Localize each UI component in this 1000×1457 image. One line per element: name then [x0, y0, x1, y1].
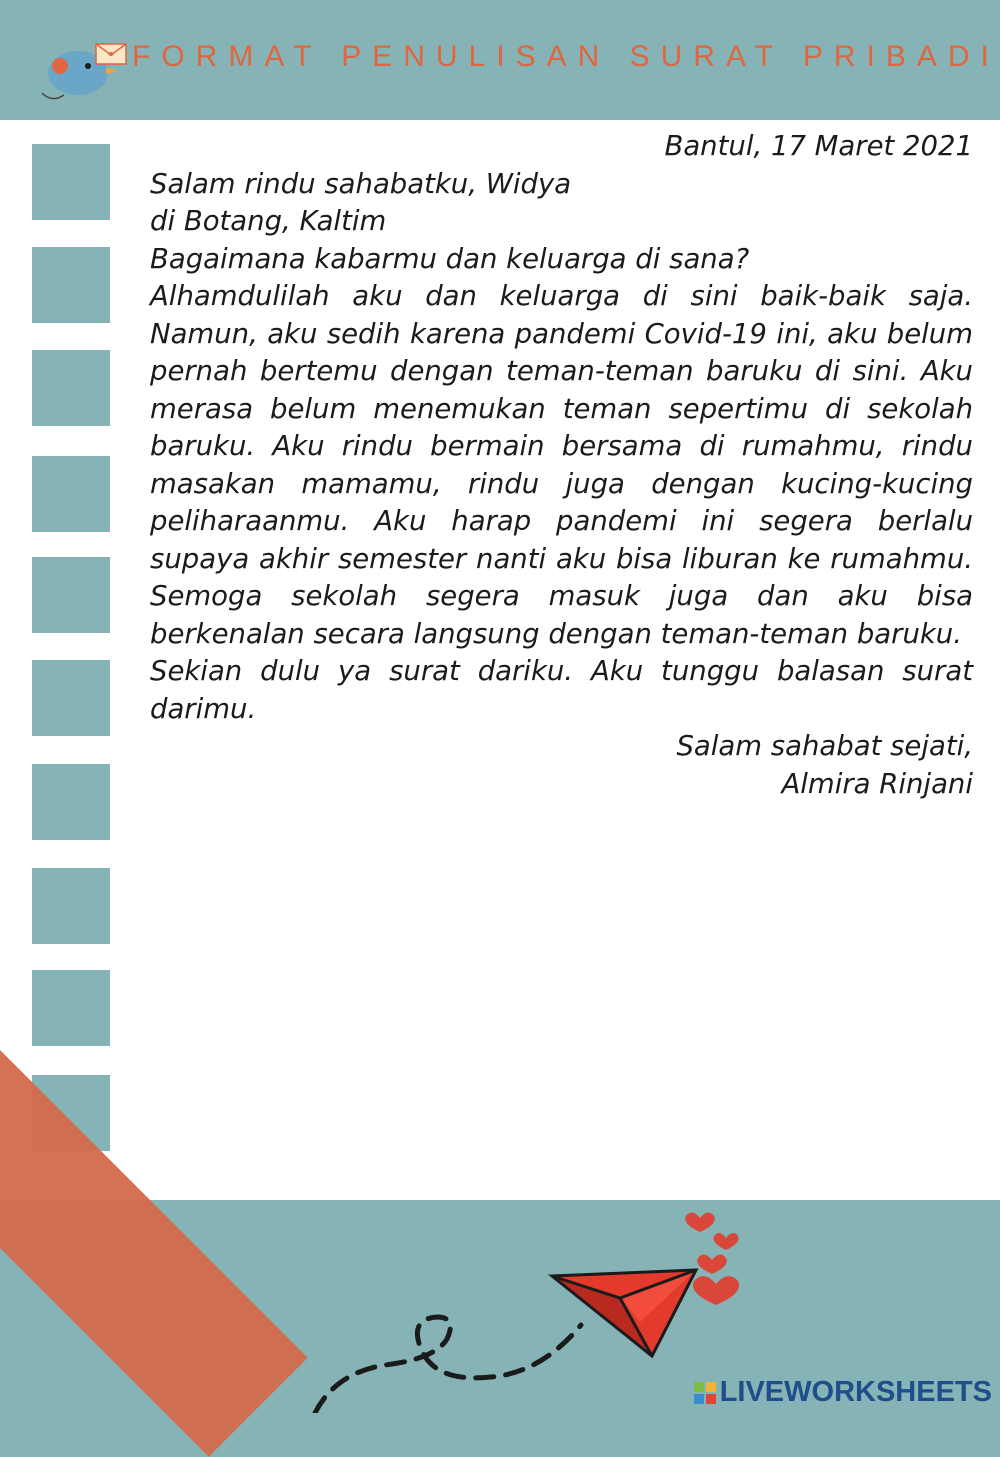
- paper-tab: [32, 247, 110, 323]
- letter-content: [150, 128, 973, 803]
- letter-date: Bantul, 17 Maret 2021: [664, 130, 973, 162]
- paper-tab: [32, 660, 110, 736]
- recipient-address: di Botang, Kaltim: [150, 205, 387, 237]
- paper-tab: [32, 764, 110, 840]
- letter-closing: Sekian dulu ya surat dariku. Aku tunggu balasan surat darimu.: [150, 655, 973, 725]
- bird-with-envelope-icon: [22, 38, 132, 108]
- paper-tab: [32, 868, 110, 944]
- paper-tab: [32, 557, 110, 633]
- page-title: FORMAT PENULISAN SURAT PRIBADI: [132, 40, 1000, 73]
- letter-salutation: Salam sahabat sejati,: [676, 730, 973, 762]
- recipient-line: Salam rindu sahabatku, Widya: [150, 167, 572, 200]
- hearts-icon: [685, 1212, 739, 1305]
- watermark-text: LIVEWORKSHEETS: [719, 1376, 992, 1408]
- paper-tab: [32, 350, 110, 426]
- paper-plane-icon: [552, 1270, 696, 1356]
- letter-greeting: Bagaimana kabarmu dan keluarga di sana?: [150, 242, 750, 275]
- letter-signature: Almira Rinjani: [781, 767, 973, 800]
- letter-body: Alhamdulilah aku dan keluarga di sini baik-baik saja. Namun, aku sedih karena pandemi Covid-19 ini, aku belum pernah bertemu dengan teman-teman baruku di sini. Aku merasa belum menemukan teman sepertimu di sekolah baruku. Aku rindu bermain bersama di rumahmu, rindu masakan mamamu, rindu juga dengan kucing-kucing peliharaanmu. Aku harap pandemi ini segera berlalu supaya akhir semester nanti aku bisa liburan ke rumahmu. Semoga sekolah segera masuk juga dan aku bisa berkenalan secara langsung dengan teman-teman baruku.: [150, 280, 973, 650]
- paper-tab: [32, 456, 110, 532]
- liveworksheets-logo-icon: [694, 1382, 716, 1404]
- paper-tab: [32, 144, 110, 220]
- paper-tab: [32, 970, 110, 1046]
- watermark: [694, 1376, 992, 1409]
